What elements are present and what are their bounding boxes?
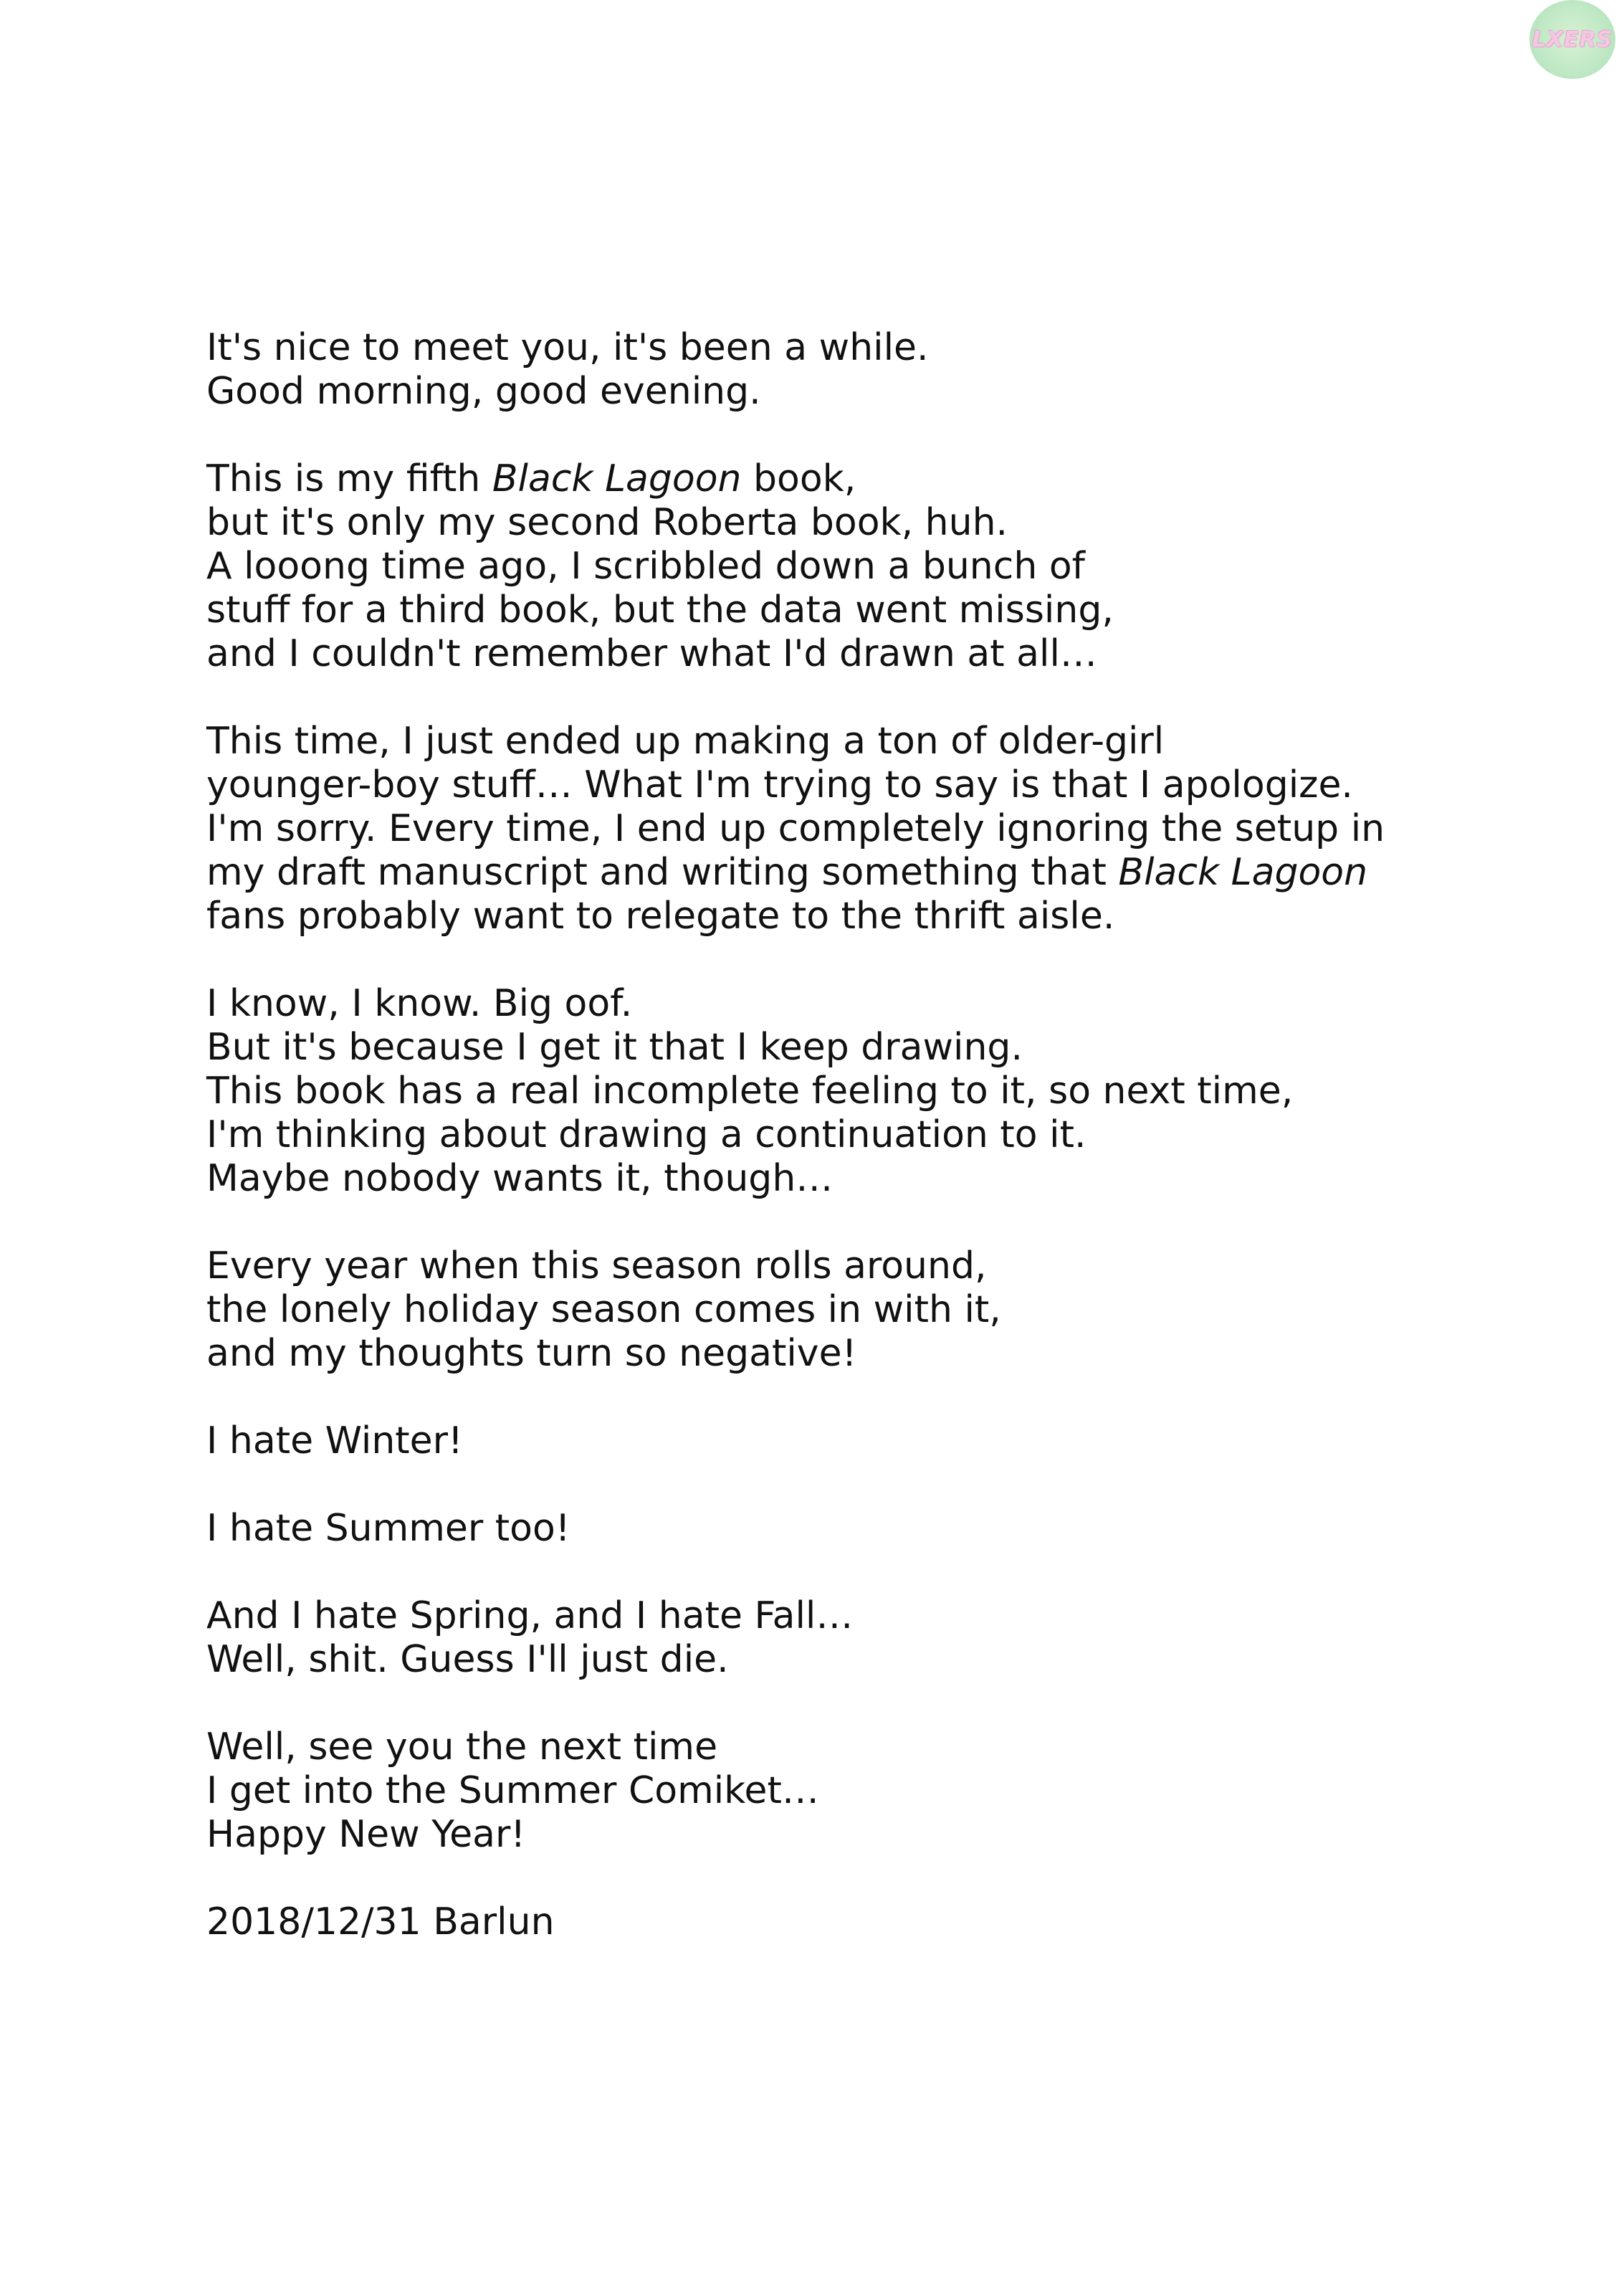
text-line: and I couldn't remember what I'd drawn at all…: [206, 632, 1097, 675]
text-line: Maybe nobody wants it, though…: [206, 1157, 834, 1200]
text-line: younger-boy stuff… What I'm trying to say is that I apologize.: [206, 763, 1353, 806]
paragraph: [206, 1419, 1568, 1463]
paragraph: [206, 720, 1568, 938]
book-title: Black Lagoon: [492, 457, 742, 500]
text-line: [206, 851, 1568, 895]
paragraph: [206, 1726, 1568, 1857]
text-line: I'm sorry. Every time, I end up completely ignoring the setup in: [206, 807, 1385, 850]
text-line: but it's only my second Roberta book, huh.: [206, 501, 1008, 544]
text-line: Every year when this season rolls around,: [206, 1244, 987, 1288]
text-line: Well, see you the next time: [206, 1726, 718, 1769]
watermark-logo-text: LXERS: [1532, 27, 1613, 52]
text-line: And I hate Spring, and I hate Fall…: [206, 1594, 854, 1637]
text-line: I'm thinking about drawing a continuation to it.: [206, 1113, 1086, 1156]
text-line: This book has a real incomplete feeling to it, so next time,: [206, 1070, 1294, 1113]
paragraph: [206, 1507, 1568, 1551]
watermark-logo: [1529, 0, 1615, 79]
text-line: stuff for a third book, but the data went missing,: [206, 589, 1114, 632]
paragraph: [206, 326, 1568, 414]
text-segment: my draft manuscript and writing something that: [206, 851, 1119, 894]
paragraph: [206, 457, 1568, 676]
text-line: But it's because I get it that I keep drawing.: [206, 1026, 1023, 1069]
text-line: This time, I just ended up making a ton of older-girl: [206, 720, 1165, 763]
book-title: Black Lagoon: [1118, 851, 1368, 894]
paragraph: [206, 1594, 1568, 1682]
text-line: A looong time ago, I scribbled down a bunch of: [206, 545, 1085, 588]
text-line: It's nice to meet you, it's been a while.: [206, 326, 929, 369]
text-segment: This is my fifth: [206, 457, 492, 500]
text-line: Good morning, good evening.: [206, 370, 761, 413]
text-line: the lonely holiday season comes in with it,: [206, 1288, 1001, 1331]
text-line: and my thoughts turn so negative!: [206, 1332, 857, 1375]
text-line: I hate Summer too!: [206, 1507, 570, 1550]
afterword-text: [206, 326, 1568, 1988]
paragraph: [206, 1244, 1568, 1376]
text-line: fans probably want to relegate to the thrift aisle.: [206, 895, 1115, 938]
paragraph: [206, 1900, 1568, 1944]
text-line: I hate Winter!: [206, 1419, 463, 1462]
text-segment: book,: [741, 457, 856, 500]
text-line: I know, I know. Big oof.: [206, 982, 633, 1025]
text-line: Well, shit. Guess I'll just die.: [206, 1638, 729, 1681]
text-line: Happy New Year!: [206, 1813, 526, 1856]
paragraph: [206, 982, 1568, 1201]
text-line: [206, 457, 1568, 501]
text-line: 2018/12/31 Barlun: [206, 1900, 555, 1943]
text-line: I get into the Summer Comiket…: [206, 1769, 819, 1812]
